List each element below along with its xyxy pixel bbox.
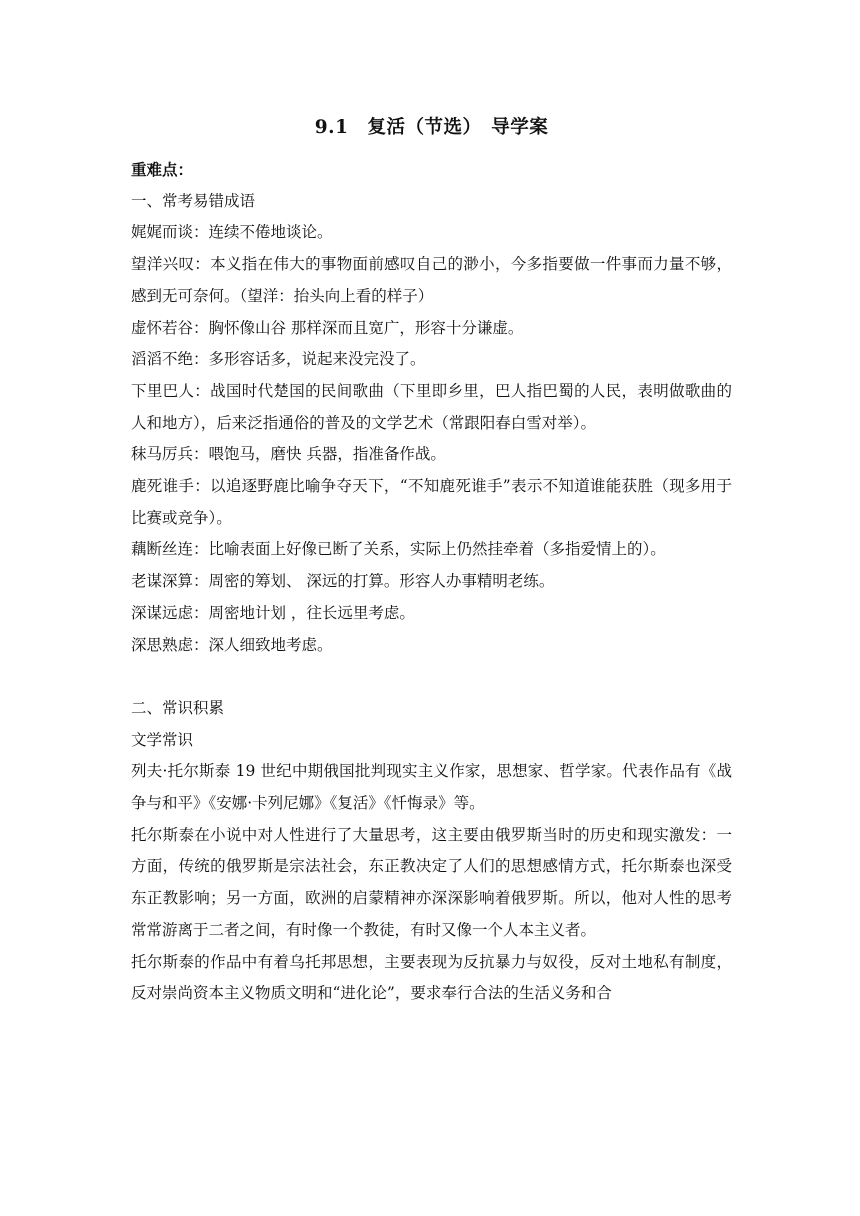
key-points-label: 重难点： [131, 160, 194, 179]
knowledge-heading: 二、常识积累 [131, 698, 225, 717]
blank-line [131, 661, 732, 693]
body-paragraph: 列夫·托尔斯泰 19 世纪中期俄国批判现实主义作家，思想家、哲学家。代表作品有《战争与和平》《安娜·卡列尼娜》《复活》《忏悔录》等。 [131, 762, 732, 813]
idiom-entry: 深思熟虑：深人细致地考虑。 [131, 635, 333, 654]
document-title: 9.1 复活（节选） 导学案 [314, 117, 549, 138]
idiom-entry: 滔滔不绝：多形容话多，说起来没完没了。 [131, 350, 426, 369]
idiom-entry: 秣马厉兵：喂饱马，磨快 兵器，指准备作战。 [131, 445, 446, 464]
body-paragraph: 托尔斯泰在小说中对人性进行了大量思考，这主要由俄罗斯当时的历史和现实激发：一方面，传统的俄罗斯是宗法社会，东正教决定了人们的思想感情方式，托尔斯泰也深受东正教影响；另一方面，欧洲的启蒙精神亦深深影响着俄罗斯。所以，他对人性的思考常常游离于二者之间，有时像一个教徒，有时又像一个人本主义者。 [131, 825, 732, 939]
body-paragraph: 托尔斯泰的作品中有着乌托邦思想，主要表现为反抗暴力与奴役，反对土地私有制度，反对崇尚资本主义物质文明和“进化论”，要求奉行合法的生活义务和合 [131, 952, 732, 1003]
idiom-entry: 老谋深算：周密的筹划、 深远的打算。形容人办事精明老练。 [131, 572, 555, 591]
knowledge-section [131, 693, 732, 1010]
idioms-section [131, 186, 732, 662]
idiom-entry: 娓娓而谈：连续不倦地谈论。 [131, 223, 333, 242]
idiom-entry: 下里巴人：战国时代楚国的民间歌曲（下里即乡里，巴人指巴蜀的人民，表明做歌曲的人和地方），后来泛指通俗的普及的文学艺术（常跟阳春白雪对举）。 [131, 381, 732, 432]
idiom-entry: 藕断丝连：比喻表面上好像已断了关系，实际上仍然挂牵着（多指爱情上的）。 [131, 540, 666, 559]
idiom-entry: 深谋远虑：周密地计划 ，往长远里考虑。 [131, 603, 415, 622]
idioms-heading: 一、常考易错成语 [131, 191, 256, 210]
literature-subheading: 文学常识 [131, 730, 194, 749]
idiom-entry: 望洋兴叹：本义指在伟大的事物面前感叹自己的渺小，今多指要做一件事而力量不够，感到无可奈何。（望洋：抬头向上看的样子） [131, 255, 732, 305]
idiom-entry: 虚怀若谷：胸怀像山谷 那样深而且宽广，形容十分谦虚。 [131, 318, 524, 337]
idiom-entry: 鹿死谁手：以追逐野鹿比喻争夺天下，“不知鹿死谁手”表示不知道谁能获胜（现多用于比赛或竞争）。 [131, 477, 732, 527]
